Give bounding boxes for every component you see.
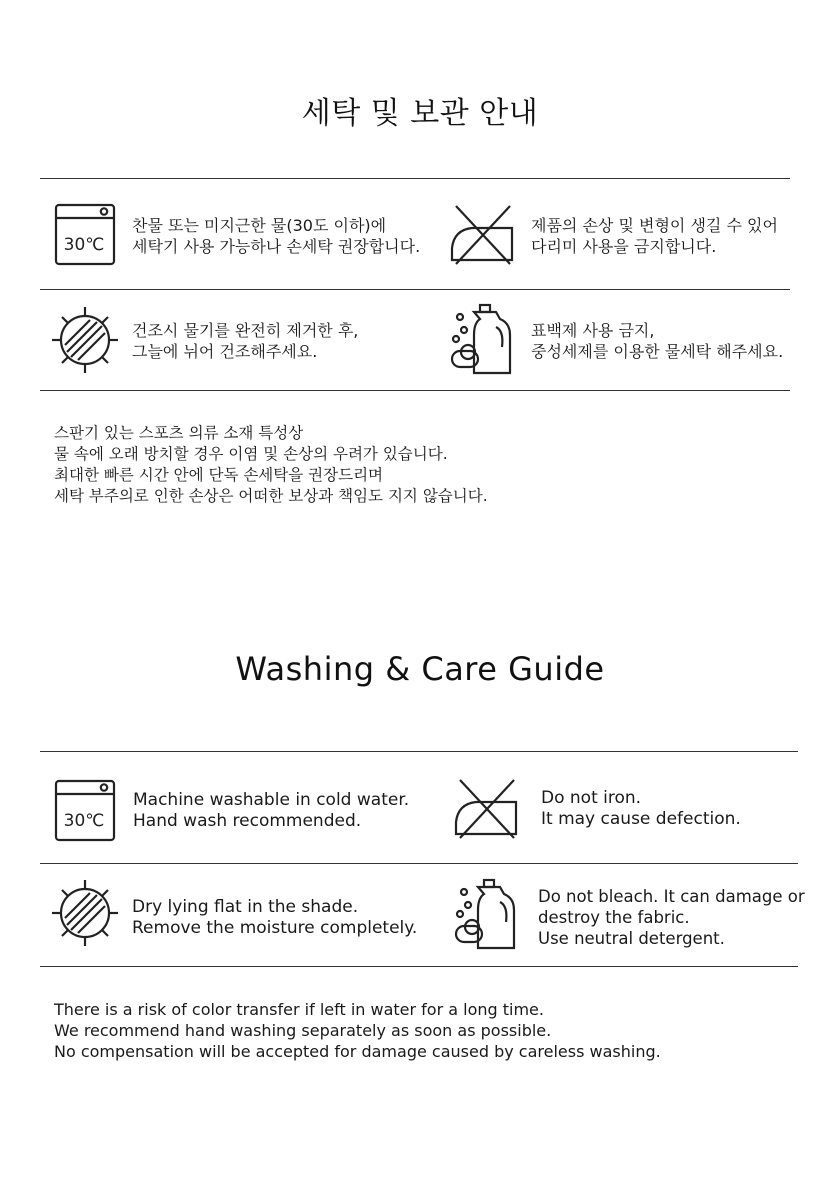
dry-instruction-ko: 건조시 물기를 완전히 제거한 후, 그늘에 뉘어 건조해주세요. (132, 321, 359, 361)
wash-instruction-ko: 찬물 또는 미지근한 물(30도 이하)에 세탁기 사용 가능하나 손세탁 권장합니다. (132, 216, 421, 256)
dry-flat-shade-icon (50, 878, 120, 948)
svg-text:30℃: 30℃ (63, 811, 105, 831)
no-bleach-icon (454, 878, 520, 950)
divider (40, 289, 790, 290)
dry-instruction-en: Dry lying flat in the shade. Remove the moisture completely. (132, 897, 418, 938)
divider (40, 390, 790, 391)
notice-ko: 스판기 있는 스포츠 의류 소재 특성상 물 속에 오래 방치할 경우 이염 및 손상의 우려가 있습니다. 최대한 빠른 시간 안에 단독 손세탁을 권장드리며 세탁 부주의로 인한 손상은 어떠한 보상과 책임도 지지 않습니다. (54, 424, 488, 505)
divider (40, 178, 790, 179)
svg-text:30℃: 30℃ (63, 235, 105, 255)
wash-instruction-en: Machine washable in cold water. Hand wash recommended. (133, 790, 410, 831)
no-bleach-icon (450, 303, 516, 375)
washing-machine-30c-icon (54, 778, 118, 842)
divider (40, 966, 798, 967)
no-iron-icon (450, 202, 514, 266)
washing-machine-30c-icon (54, 202, 118, 266)
page-title-en: Washing & Care Guide (235, 650, 605, 688)
divider (40, 863, 798, 864)
iron-instruction-ko: 제품의 손상 및 변형이 생길 수 있어 다리미 사용을 금지합니다. (531, 216, 778, 256)
dry-flat-shade-icon (50, 305, 120, 375)
iron-instruction-en: Do not iron. It may cause defection. (541, 788, 741, 829)
page-title-ko: 세탁 및 보관 안내 (301, 96, 539, 131)
bleach-instruction-en: Do not bleach. It can damage or destroy the fabric. Use neutral detergent. (538, 887, 805, 948)
no-iron-icon (454, 776, 518, 840)
bleach-instruction-ko: 표백제 사용 금지, 중성세제를 이용한 물세탁 해주세요. (531, 321, 784, 361)
divider (40, 751, 798, 752)
notice-en: There is a risk of color transfer if left in water for a long time. We recommend hand washing separately as soon as possible. No compensation will be accepted for damage caused by careless washing. (54, 1000, 661, 1061)
